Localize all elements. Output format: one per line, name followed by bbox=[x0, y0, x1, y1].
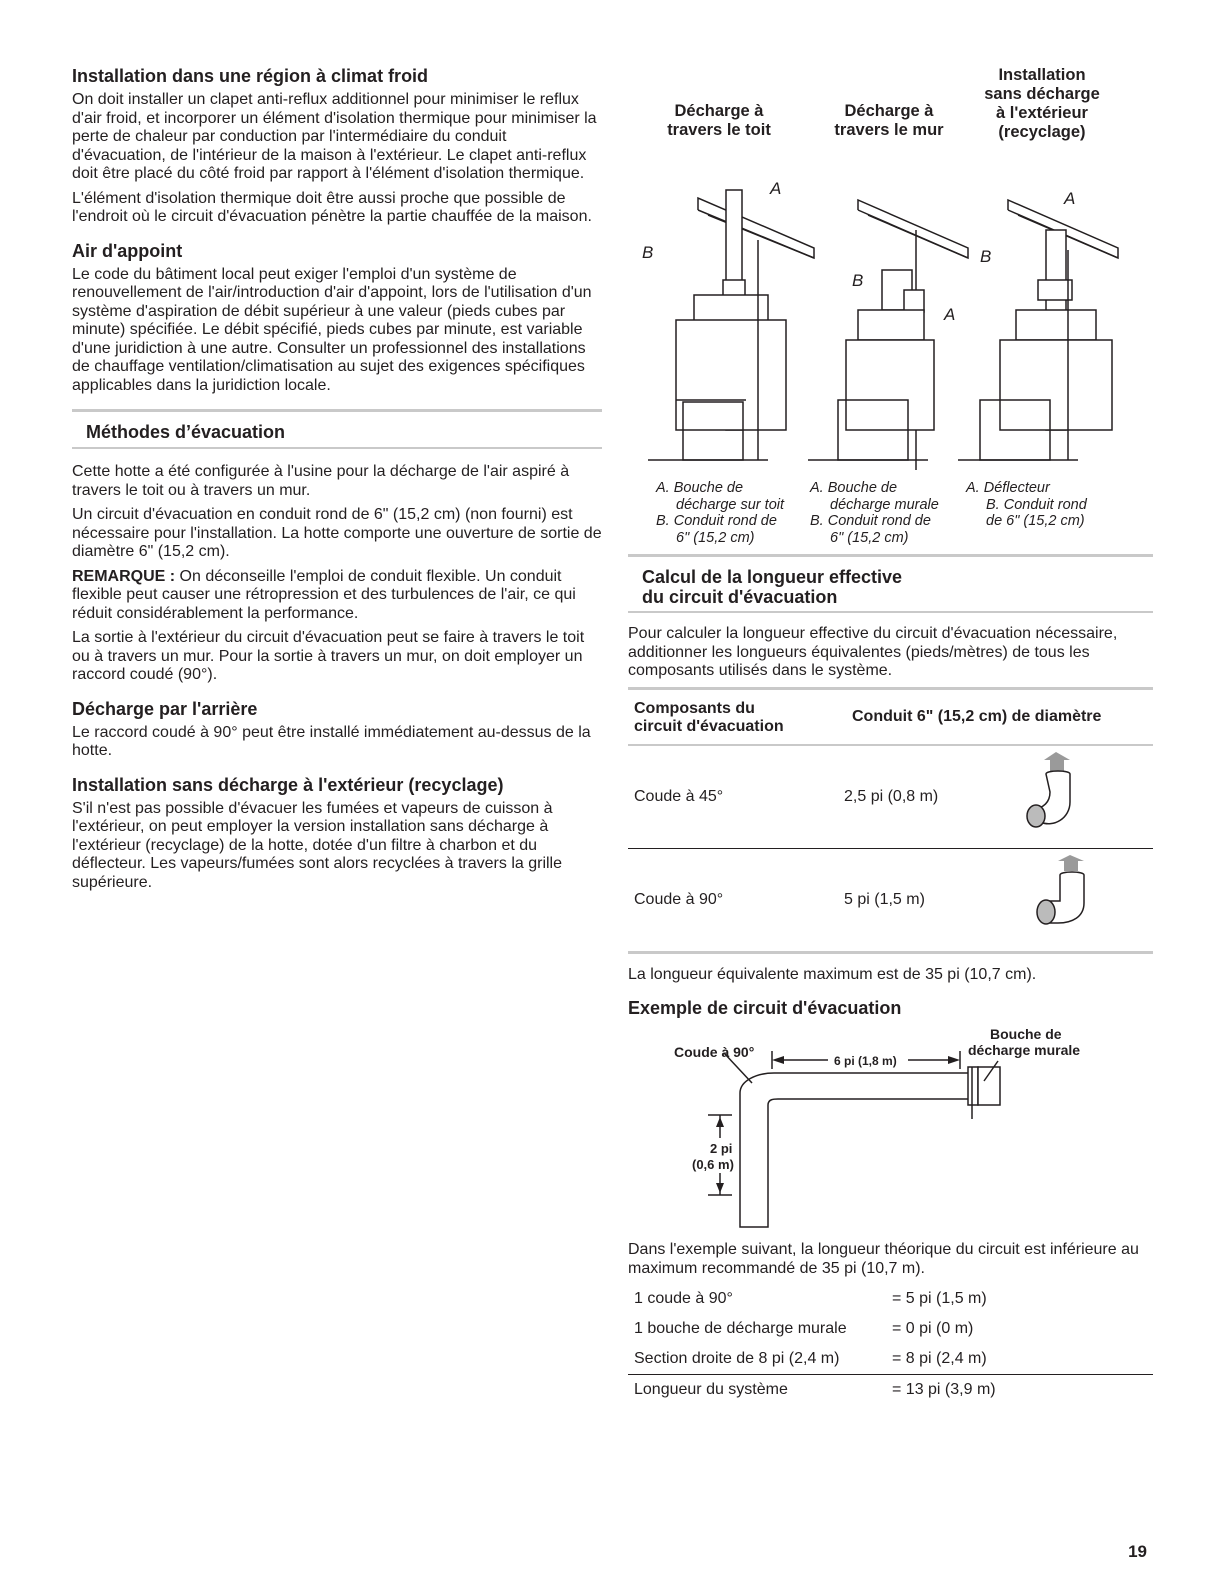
header-line: travers le toit bbox=[667, 121, 771, 139]
header-line: Décharge à bbox=[844, 102, 934, 120]
section-recirculation bbox=[72, 775, 602, 893]
row-component: Coude à 45° bbox=[634, 787, 724, 805]
header-roof-discharge bbox=[644, 102, 794, 140]
row-value: 5 pi (1,5 m) bbox=[844, 890, 925, 908]
roof-discharge-diagram bbox=[648, 190, 814, 460]
caption-line: décharge sur toit bbox=[676, 496, 785, 513]
heading-makeup-air: Air d'appoint bbox=[72, 240, 183, 261]
row-component: Coude à 90° bbox=[634, 890, 724, 908]
table-row bbox=[628, 746, 1153, 849]
total-label: Longueur du système bbox=[634, 1381, 788, 1398]
row-value: = 0 pi (0 m) bbox=[892, 1320, 974, 1337]
header-line: travers le mur bbox=[834, 121, 944, 139]
caption-line: A. Bouche de bbox=[656, 480, 744, 496]
label-a-recirc: A bbox=[1064, 189, 1076, 208]
header-line: Installation bbox=[998, 66, 1086, 84]
header-recirculation bbox=[972, 66, 1112, 142]
caption-line: A. Bouche de bbox=[810, 480, 898, 496]
paragraph: Un circuit d'évacuation en conduit rond de 6" (15,2 cm) (non fourni) est nécessaire pour l'installation. La hotte comporte une ouverture de sortie de diamètre 6" (15,2 cm). bbox=[72, 506, 602, 560]
label-elbow: Coude à 90° bbox=[674, 1044, 755, 1060]
heading-effective-length bbox=[628, 554, 1153, 613]
venting-diagrams bbox=[628, 170, 1148, 480]
page-number: 19 bbox=[1128, 1542, 1147, 1561]
paragraph: La sortie à l'extérieur du circuit d'évacuation peut se faire à travers le toit ou à travers un mur. Pour la sortie à travers un mur, on doit employer un raccord coudé (90°). bbox=[72, 629, 585, 683]
caption-line: A. Déflecteur bbox=[966, 480, 1050, 496]
paragraph: Le code du bâtiment local peut exiger l'emploi d'un système de renouvellement de l'air/introduction d'air d'appoint, lors de l'utilisation d'un système d'aspiration de débit supérieur à une valeur (pieds cubes par minute) spécifiée. Le débit spécifié, pieds cubes par minute, est variable d'une juridiction à une autre. Consulter un professionnel des installations de chauffage ventilation/climatisation au sujet des exigences spécifiques applicables dans la juridiction locale. bbox=[72, 265, 592, 394]
header-line: sans décharge bbox=[984, 85, 1100, 103]
heading-cold-climate: Installation dans une région à climat froid bbox=[72, 66, 429, 86]
table-row bbox=[628, 849, 1153, 954]
header-line: circuit d'évacuation bbox=[634, 717, 784, 735]
header-wall-discharge bbox=[824, 102, 954, 140]
row-value: = 5 pi (1,5 m) bbox=[892, 1290, 987, 1307]
label-wall-cap-line1: Bouche de bbox=[990, 1026, 1062, 1042]
label-vertical-length: 2 pi bbox=[710, 1141, 733, 1156]
col-components bbox=[634, 700, 852, 736]
label-wall-cap-line2: décharge murale bbox=[968, 1042, 1081, 1058]
heading-rear-discharge: Décharge par l'arrière bbox=[72, 698, 258, 719]
heading-venting-methods: Méthodes d’évacuation bbox=[72, 409, 602, 449]
paragraph: L'élément d'isolation thermique doit être aussi proche que possible de l'endroit où le circuit d'évacuation pénètre la partie chauffée de la maison. bbox=[72, 189, 592, 225]
total-value: = 13 pi (3,9 m) bbox=[892, 1381, 996, 1398]
paragraph: S'il n'est pas possible d'évacuer les fumées et vapeurs de cuisson à l'extérieur, on peut employer la version installation sans décharge à l'extérieur (recyclage) de la hotte, dotée d'un filtre à charbon et du déflecteur. Les vapeurs/fumées sont alors recyclées à travers la grille supérieure. bbox=[72, 799, 563, 891]
label-a-wall: A bbox=[944, 305, 956, 324]
example-duct-diagram bbox=[628, 1023, 1148, 1233]
diagram-captions bbox=[628, 480, 1153, 550]
caption-line: B. Conduit rond de bbox=[810, 513, 931, 529]
elbow-45-icon bbox=[1014, 752, 1094, 842]
heading-recirculation: Installation sans décharge à l'extérieur (recyclage) bbox=[72, 774, 504, 795]
paragraph: Cette hotte a été configurée à l'usine pour la décharge de l'air aspiré à travers le toit ou à travers un mur. bbox=[72, 463, 570, 499]
recirculation-diagram bbox=[958, 200, 1118, 460]
header-line: Composants du bbox=[634, 699, 755, 717]
caption-line: B. Conduit rond bbox=[986, 496, 1087, 513]
section-makeup-air bbox=[72, 241, 602, 396]
diagram-headers bbox=[628, 66, 1153, 170]
wall-discharge-diagram bbox=[808, 200, 968, 470]
caption-line: 6" (15,2 cm) bbox=[830, 529, 909, 546]
table-row bbox=[628, 1344, 1153, 1375]
note-paragraph bbox=[72, 568, 602, 624]
row-component: 1 bouche de décharge murale bbox=[634, 1320, 847, 1337]
paragraph: Pour calculer la longueur effective du circuit d'évacuation nécessaire, additionner les longueurs équivalentes (pieds/mètres) de tous les composants utilisés dans le système. bbox=[628, 625, 1118, 679]
caption-line: de 6" (15,2 cm) bbox=[986, 513, 1085, 529]
row-component: Section droite de 8 pi (2,4 m) bbox=[634, 1350, 840, 1367]
left-column bbox=[72, 66, 602, 906]
label-b-recirc: B bbox=[980, 247, 992, 266]
elbow-90-icon bbox=[1014, 855, 1094, 945]
caption-line: décharge murale bbox=[830, 496, 939, 513]
header-line: à l'extérieur bbox=[996, 104, 1088, 122]
caption-line: 6" (15,2 cm) bbox=[676, 529, 755, 546]
caption-recirc bbox=[966, 480, 1087, 530]
label-horizontal-length: 6 pi (1,8 m) bbox=[834, 1054, 897, 1068]
heading-example: Exemple de circuit d'évacuation bbox=[628, 998, 902, 1018]
paragraph: Dans l'exemple suivant, la longueur théorique du circuit est inférieure au maximum recommandé de 35 pi (10,7 m). bbox=[628, 1241, 1139, 1277]
paragraph: Le raccord coudé à 90° peut être installé immédiatement au-dessus de la hotte. bbox=[72, 723, 591, 759]
total-row bbox=[628, 1375, 1153, 1405]
caption-line: B. Conduit rond de bbox=[656, 513, 777, 529]
row-component: 1 coude à 90° bbox=[634, 1290, 733, 1307]
section-rear-discharge bbox=[72, 699, 602, 761]
right-column bbox=[628, 66, 1153, 1405]
example-sum-table bbox=[628, 1284, 1153, 1405]
note-label: REMARQUE : bbox=[72, 567, 176, 585]
paragraph-max-length: La longueur équivalente maximum est de 35 pi (10,7 cm). bbox=[628, 965, 1037, 983]
heading-line: du circuit d'évacuation bbox=[642, 587, 838, 607]
note-text: On déconseille l'emploi de conduit flexible. Un conduit flexible peut causer une rétropression et des turbulences de l'air, ce qui réduit considérablement la performance. bbox=[72, 567, 576, 622]
section-cold-climate bbox=[72, 66, 602, 227]
header-line: (recyclage) bbox=[998, 123, 1086, 141]
table-row bbox=[628, 1314, 1153, 1344]
label-vertical-length-metric: (0,6 m) bbox=[692, 1157, 734, 1172]
row-value: = 8 pi (2,4 m) bbox=[892, 1350, 987, 1367]
caption-roof bbox=[656, 480, 784, 546]
components-table-header bbox=[628, 687, 1153, 746]
label-b-roof: B bbox=[642, 243, 654, 262]
table-row bbox=[628, 1284, 1153, 1314]
heading-line: Calcul de la longueur effective bbox=[642, 567, 903, 587]
header-line: Décharge à bbox=[674, 102, 764, 120]
label-a-roof: A bbox=[770, 179, 782, 198]
paragraph: On doit installer un clapet anti-reflux additionnel pour minimiser le reflux d'air froid, et incorporer un élément d'isolation thermique pour minimiser la perte de chaleur par conduction par l'intermédiaire du conduit d'évacuation, de l'intérieur de la maison à l'extérieur. Le clapet anti-reflux doit être placé du côté froid par rapport à l'élément d'isolation thermique. bbox=[72, 91, 597, 182]
col-diameter: Conduit 6" (15,2 cm) de diamètre bbox=[852, 707, 1102, 725]
label-b-wall: B bbox=[852, 271, 864, 290]
section-venting-methods bbox=[72, 463, 602, 685]
caption-wall bbox=[810, 480, 939, 546]
row-value: 2,5 pi (0,8 m) bbox=[844, 787, 939, 805]
